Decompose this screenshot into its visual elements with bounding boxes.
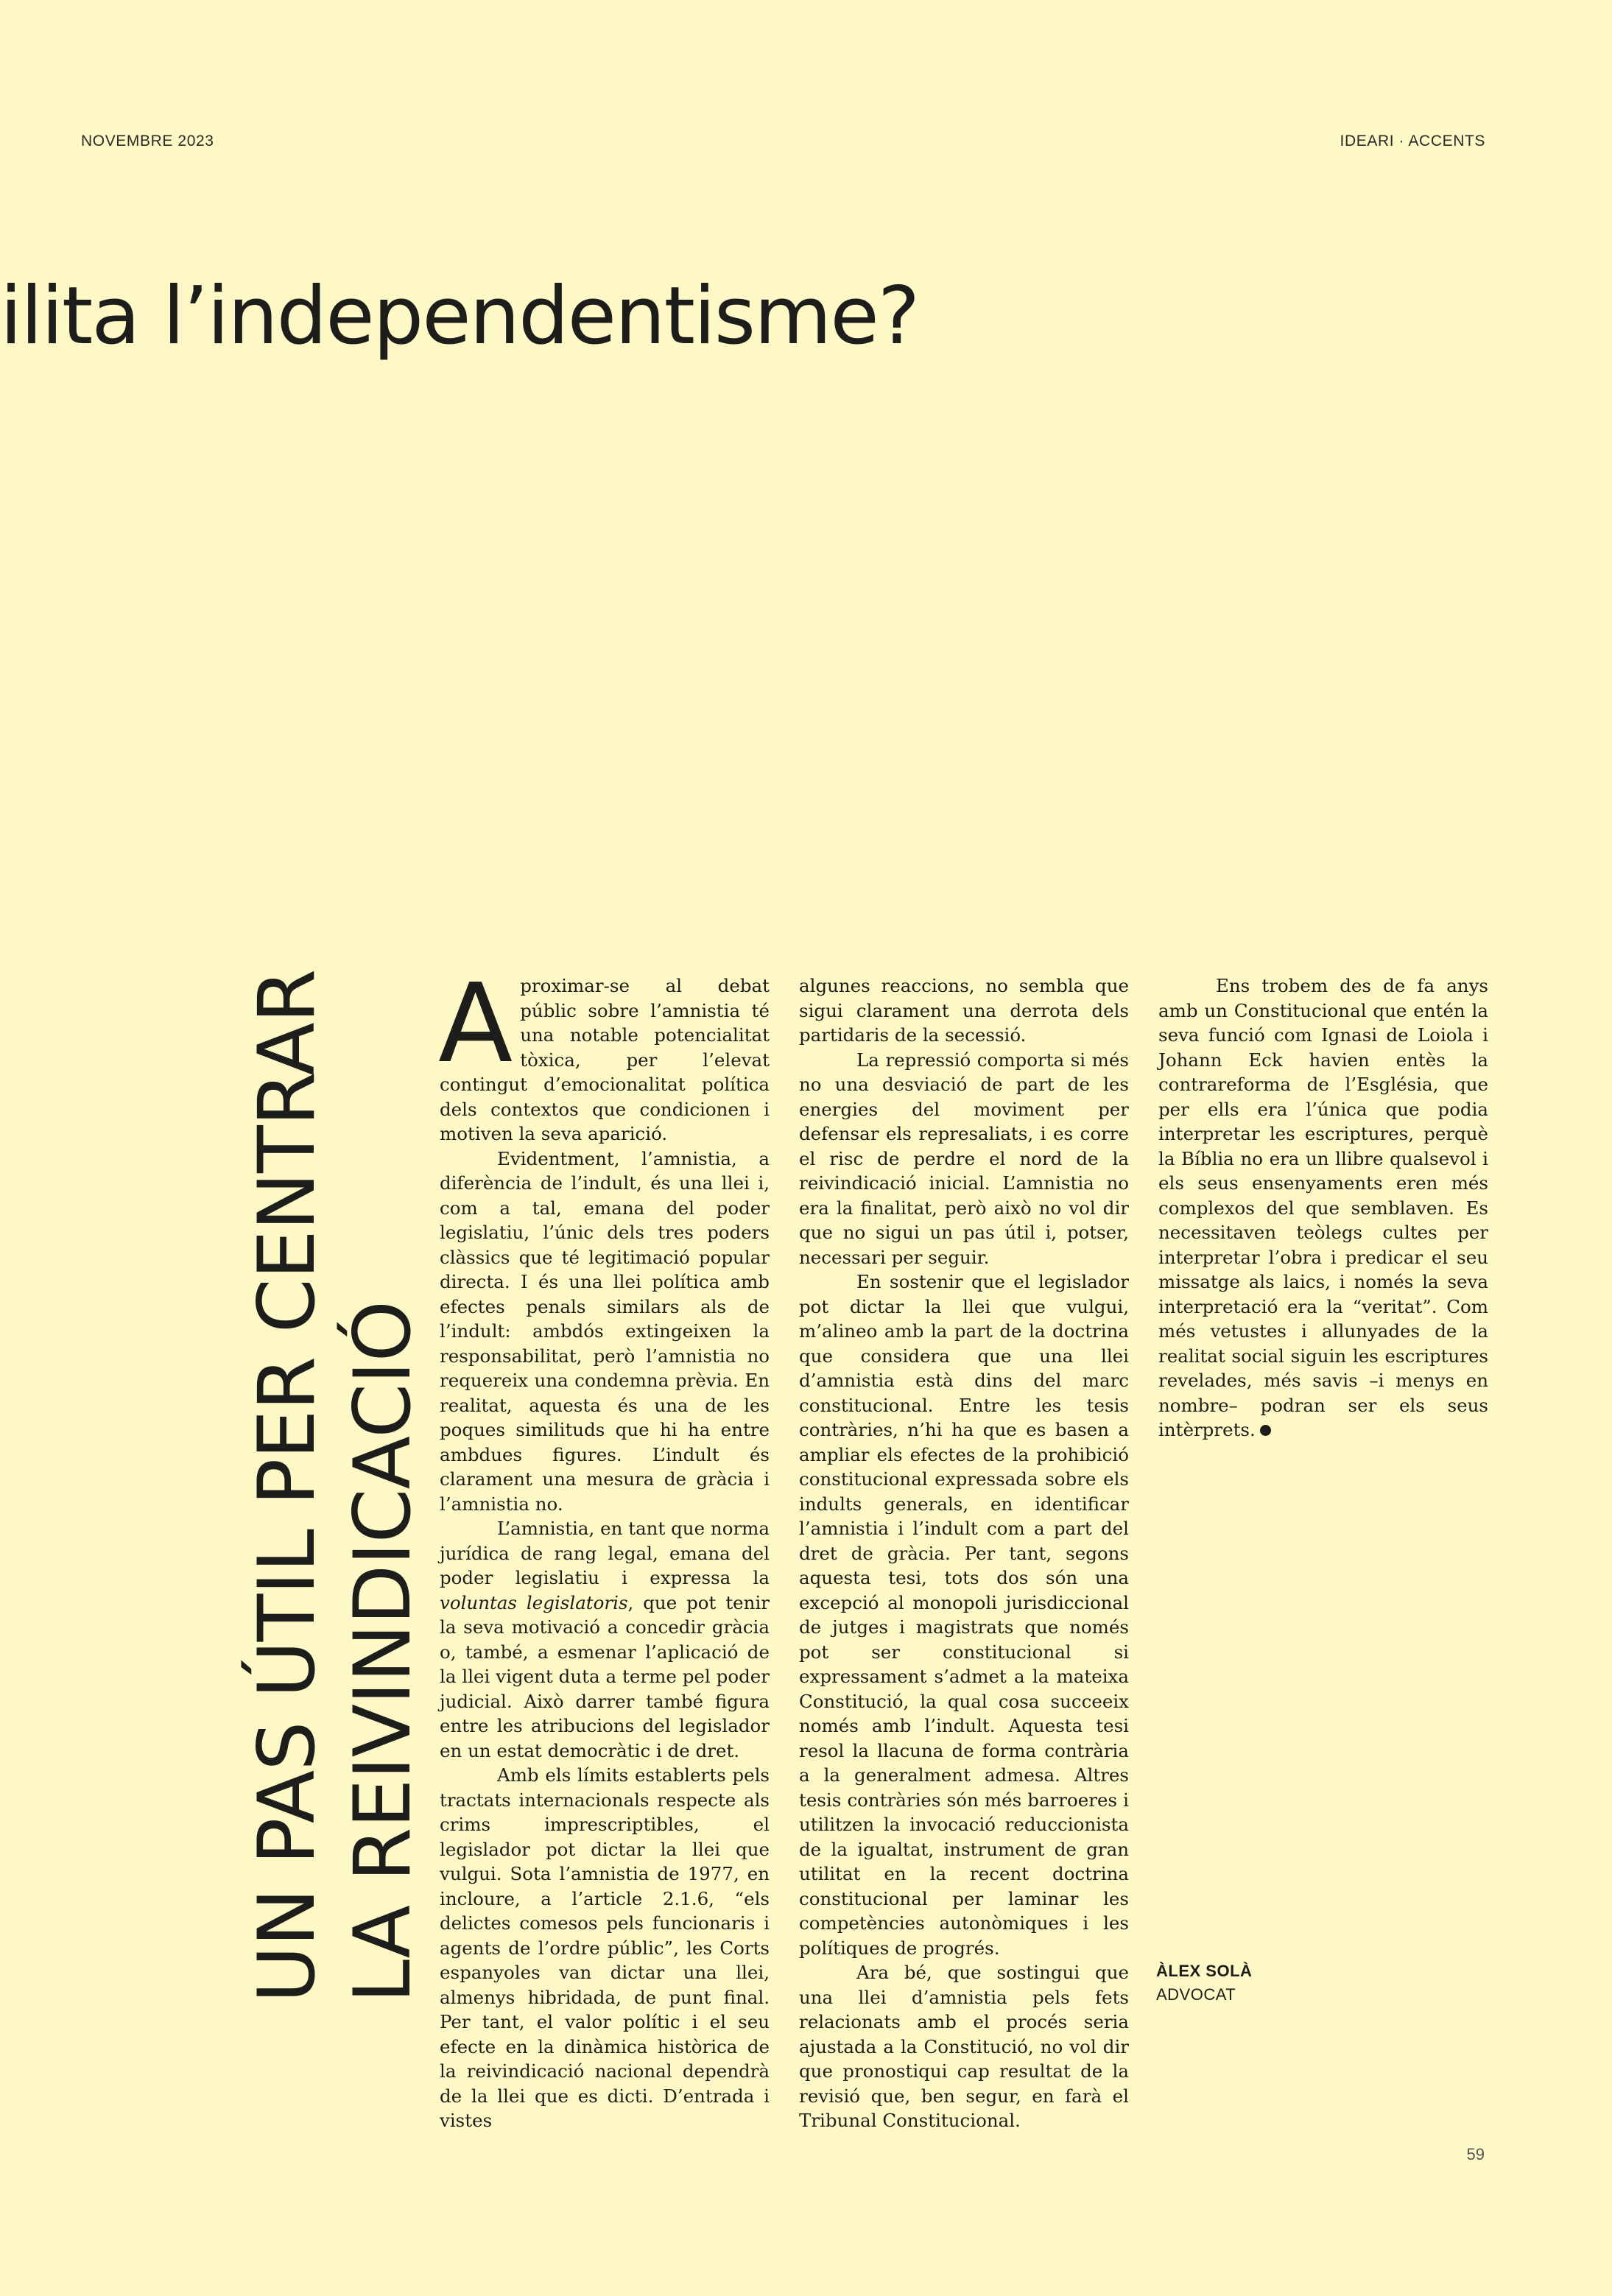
- paragraph: Evidentment, l’amnistia, a diferència de l’indult, és una llei i, com a tal, emana del poder legislatiu, l’únic dels tres poders clàssics que té legitimació popular directa. I és una llei política amb efectes penals similars als de l’indult: ambdós extingeixen la responsabilitat, però l’amnistia no requereix una condemna prèvia. En realitat, aquesta és una de les poques similituds que hi ha entre ambdues figures. L’indult és clarament una mesura de gràcia i l’amnistia no.: [440, 1147, 770, 1515]
- end-mark-icon: [1260, 1425, 1271, 1436]
- paragraph: Amb els límits establerts pels tractats internacionals respecte als crims imprescriptibles, el legislador pot dictar la llei que vulgui. Sota l’amnistia de 1977, en incloure, a l’article 2.1.6, “els delictes comesos pels funcionaris i agents de l’ordre públic”, les Corts espanyoles van dictar una llei, almenys hibridada, de punt final. Per tant, el valor polític i el seu efecte en la dinàmica històrica de la reivindicació nacional dependrà de la llei que es dicti. D’entrada i vistes: [440, 1764, 770, 2131]
- paragraph: Ara bé, que sostingui que una llei d’amnistia pels fets relacionats amb el procés seria ajustada a la Constitució, no vol dir que pronostiqui cap resultat de la revisió que, ben segur, en farà el Tribunal Constitucional.: [799, 1962, 1129, 2131]
- issue-date: NOVEMBRE 2023: [81, 133, 214, 149]
- drop-cap: A: [438, 960, 513, 1087]
- paragraph: Aproximar-se al debat públic sobre l’amnistia té una notable potencialitat tòxica, per l’elevat contingut d’emocionalitat política dels contextos que condicionen i motiven la seva aparició.: [438, 960, 770, 1144]
- author-name: ÀLEX SOLÀ: [1156, 1962, 1253, 1980]
- article-column-2: [799, 973, 1129, 2133]
- latin-term: voluntas legislatoris: [440, 1591, 628, 1613]
- paragraph: L’amnistia, en tant que norma jurídica de rang legal, emana del poder legislatiu i expressa la voluntas legislatoris, que pot tenir la seva motivació a concedir gràcia o, també, a esmenar l’aplicació de la llei vigent duta a terme pel poder judicial. Això darrer també figura entre les atribucions del legislador en un estat democràtic i de dret.: [440, 1518, 770, 1761]
- paragraph: Ens trobem des de fa anys amb un Constitucional que entén la seva funció com Ignasi de Loiola i Johann Eck havien entès la contrareforma de l’Església, que per ells era l’única que podia interpretar les escriptures, perquè la Bíblia no era un llibre qualsevol i els seus ensenyaments eren més complexos del que semblaven. Es necessitaven teòlegs cultes per interpretar l’obra i predicar el seu missatge als laics, i només la seva interpretació era la “veritat”. Com més vetustes i allunyades de la realitat social siguin les escriptures revelades, més savis –i menys en nombre– podran ser els seus intèrprets.: [1158, 975, 1488, 1440]
- article-title-line-1: UN PAS ÚTIL PER CENTRAR: [242, 969, 332, 2003]
- headline: ilita l’independentisme?: [0, 270, 919, 362]
- paragraph: En sostenir que el legislador pot dictar la llei que vulgui, m’alineo amb la part de la doctrina que considera que una llei d’amnistia està dins del marc constitucional. Entre les tesis contràries, n’hi ha que es basen a ampliar els efectes de la prohibició constitucional expressada sobre els indults generals, en identificar l’amnistia i l’indult com a part del dret de gràcia. Per tant, segons aquesta tesi, tots dos són una excepció al monopoli jurisdiccional de jutges i magistrats que només pot ser constitucional si expressament s’admet a la mateixa Constitució, la qual cosa succeeix només amb l’indult. Aquesta tesi resol la llacuna de forma contrària a la generalment admesa. Altres tesis contràries són més barroeres i utilitzen la invocació reduccionista de la igualtat, instrument de gran utilitat en la recent doctrina constitucional per laminar les competències autonòmiques i les polítiques de progrés.: [799, 1271, 1129, 1959]
- author-byline: [1156, 1959, 1252, 2007]
- article-body: [438, 960, 1488, 2133]
- paragraph: La repressió comporta si més no una desviació de part de les energies del moviment per defensar els represaliats, i es corre el risc de perdre el nord de la reivindicació inicial. L’amnistia no era la finalitat, però això no vol dir que no sigui un pas útil i, potser, necessari per seguir.: [799, 1049, 1129, 1268]
- section-label: IDEARI · ACCENTS: [1340, 133, 1485, 149]
- paragraph: algunes reaccions, no sembla que sigui clarament una derrota dels partidaris de la secessió.: [799, 975, 1129, 1046]
- article-column-1: [438, 960, 770, 2133]
- article-title-line-2: LA REIVINDICACIÓ: [337, 1301, 428, 2003]
- author-role: ADVOCAT: [1156, 1985, 1236, 2004]
- article-title: [239, 969, 431, 2003]
- page-number: 59: [1466, 2145, 1485, 2163]
